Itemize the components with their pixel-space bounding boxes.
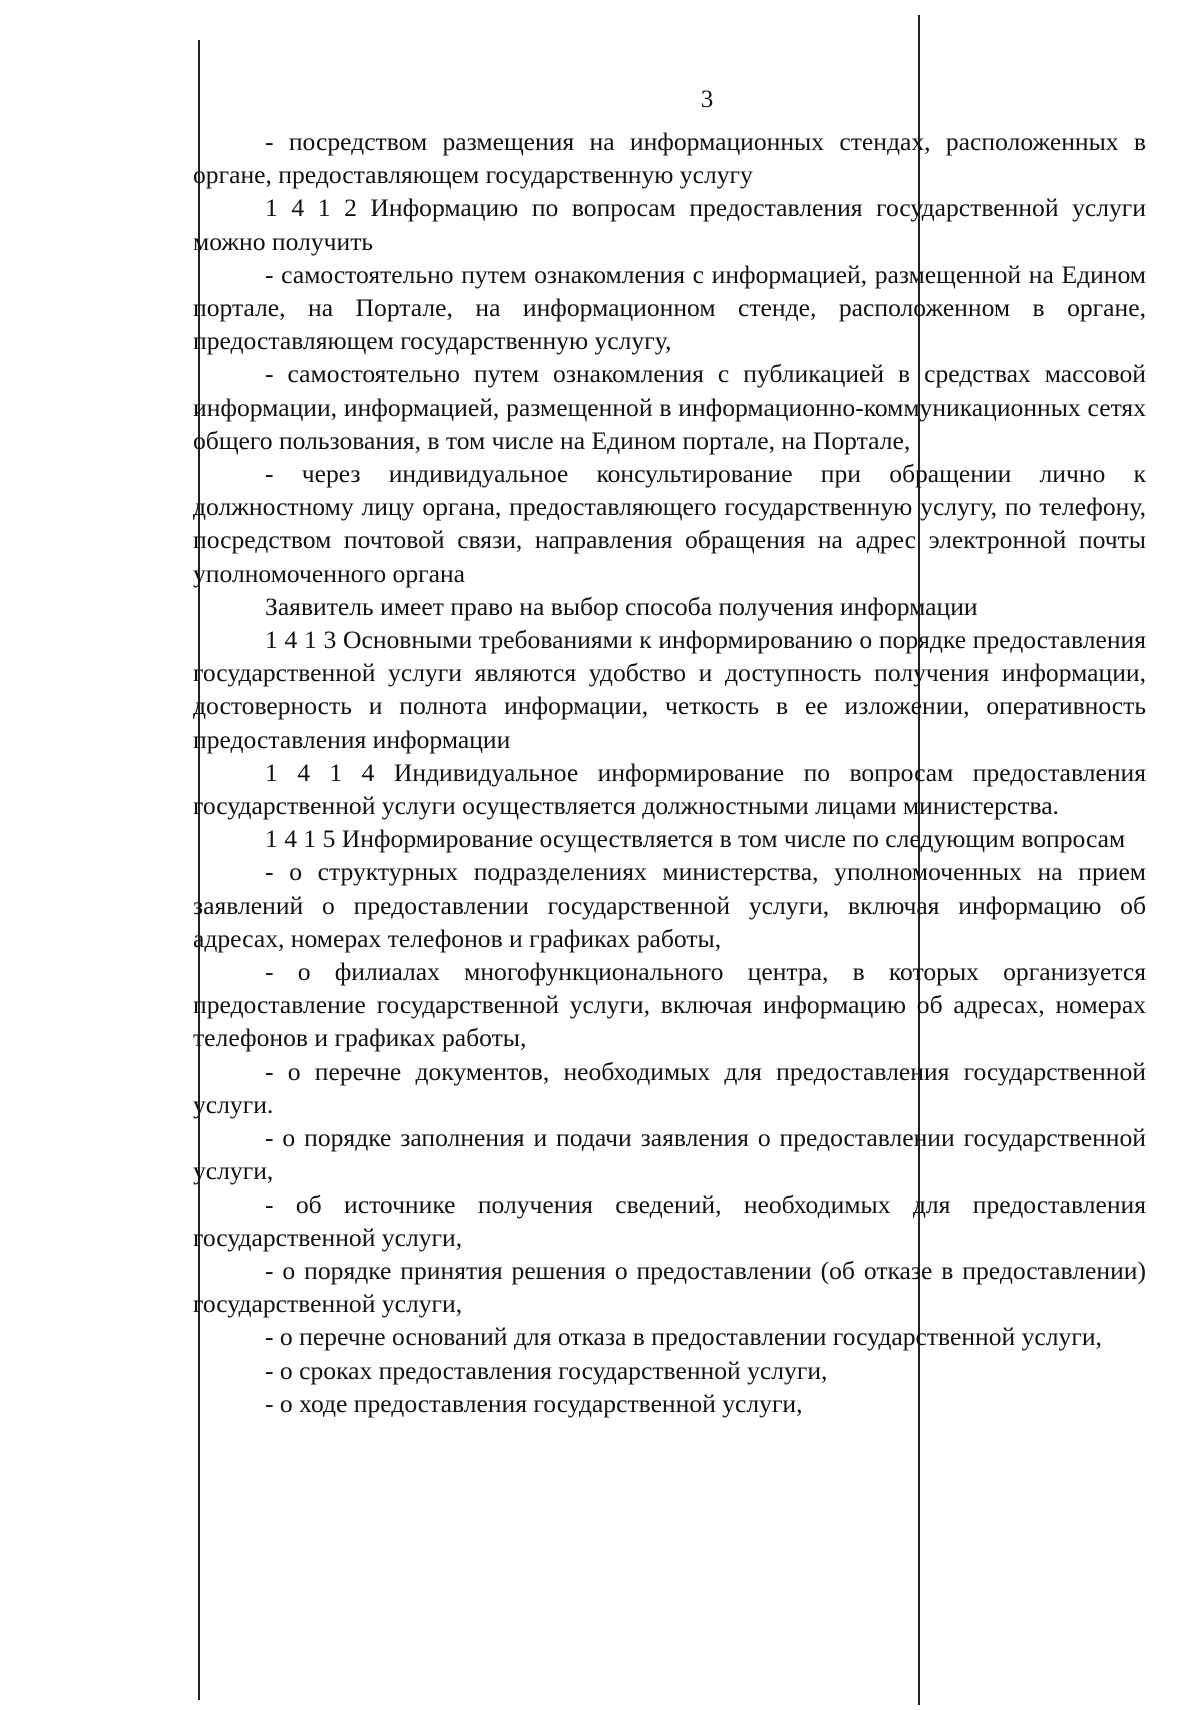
paragraph: - самостоятельно путем ознакомления с информацией, размещенной на Едином портале, на Портале, на информационном стенде, расположенном в органе, предоставляющем государственную услугу, bbox=[193, 259, 1146, 356]
paragraph: - о структурных подразделениях министерства, уполномоченных на прием заявлений о предоставлении государственной услуги, включая информацию об адресах, номерах телефонов и графиках работы, bbox=[193, 857, 1146, 953]
paragraph: 1 4 1 5 Информирование осуществляется в том числе по следующим вопросам bbox=[265, 824, 1126, 854]
paragraph: 1 4 1 4 Индивидуальное информирование по вопросам предоставления государственной услуги осуществляется должностными лицами министерства. bbox=[193, 757, 1146, 821]
paragraph: 1 4 1 3 Основными требованиями к информированию о порядке предоставления государственной услуги являются удобство и доступность получения информации, достоверность и полнота информации, четкость в ее изложении, оперативность предоставления информации bbox=[193, 625, 1146, 754]
paragraph: - через индивидуальное консультирование при обращении лично к должностному лицу органа, предоставляющего государственную услугу, по телефону, посредством почтовой связи, направления обращения на адрес электронной почты уполномоченного органа bbox=[193, 459, 1146, 588]
paragraph: - посредством размещения на информационных стендах, расположенных в органе, предоставляющем государственную услугу bbox=[193, 127, 1146, 190]
paragraph: - об источнике получения сведений, необходимых для предоставления государственной услуги, bbox=[193, 1189, 1146, 1252]
paragraph: - о перечне оснований для отказа в предоставлении государственной услуги, bbox=[265, 1322, 1102, 1352]
paragraph: - о филиалах многофункционального центра, в которых организуется предоставление государственной услуги, включая информацию об адресах, номерах телефонов и графиках работы, bbox=[193, 957, 1146, 1053]
paragraph: - о перечне документов, необходимых для предоставления государственной услуги. bbox=[193, 1056, 1146, 1119]
document-body bbox=[193, 125, 1146, 1420]
paragraph: - о ходе предоставления государственной услуги, bbox=[265, 1388, 803, 1418]
paragraph: - о сроках предоставления государственной услуги, bbox=[265, 1355, 828, 1385]
page-number: 3 bbox=[700, 86, 714, 113]
paragraph: Заявитель имеет право на выбор способа получения информации bbox=[265, 591, 978, 621]
paragraph: 1 4 1 2 Информацию по вопросам предоставления государственной услуги можно получить bbox=[193, 193, 1146, 256]
paragraph: - о порядке принятия решения о предоставлении (об отказе в предоставлении) государственной услуги, bbox=[193, 1255, 1146, 1319]
paragraph: - о порядке заполнения и подачи заявления о предоставлении государственной услуги, bbox=[193, 1123, 1146, 1186]
paragraph: - самостоятельно путем ознакомления с публикацией в средствах массовой информации, информацией, размещенной в информационно-коммуникационных сетях общего пользования, в том числе на Едином портале, на Портале, bbox=[193, 359, 1146, 455]
